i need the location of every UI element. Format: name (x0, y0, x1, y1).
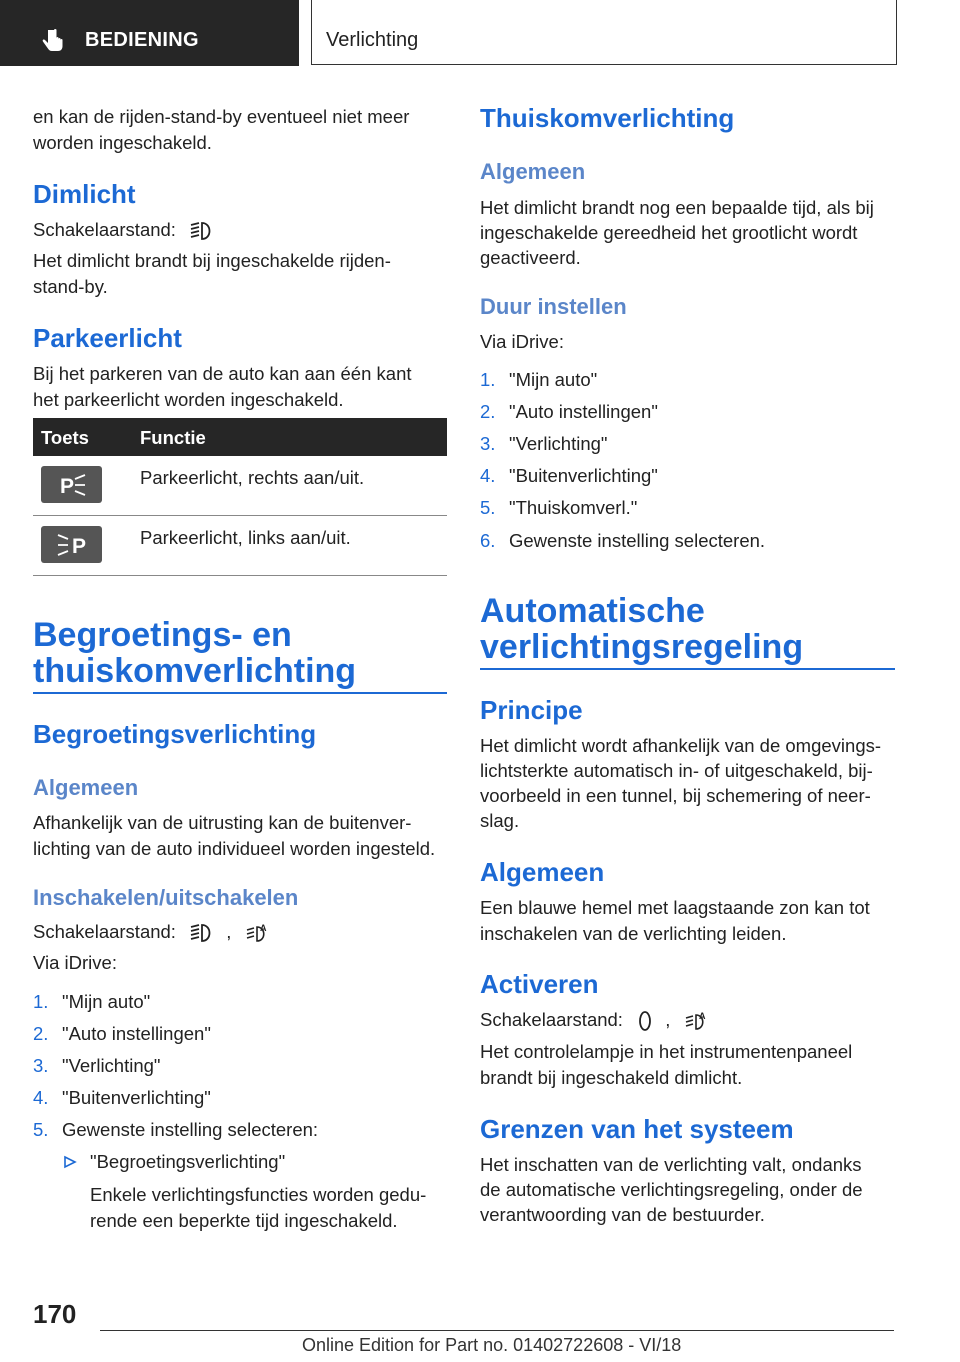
parkeerlicht-heading: Parkeerlicht (33, 323, 182, 353)
via-idrive: Via iDrive: (480, 331, 564, 352)
switch-label: Schakelaarstand: (480, 1009, 623, 1030)
list-item: 3. "Verlichting" (33, 1055, 161, 1076)
chapter-rule (33, 692, 447, 694)
grenzen-text-2: de automatische verlichtingsregeling, onder de (480, 1179, 863, 1200)
algemeen-heading: Algemeen (480, 159, 586, 184)
edition-note: Online Edition for Part no. 01402722608 - VI/18 (302, 1335, 682, 1355)
sub-text-1: Enkele verlichtingsfuncties worden gedu- (90, 1184, 427, 1205)
via-idrive: Via iDrive: (33, 952, 117, 973)
low-beam-icon (189, 922, 215, 944)
table-cell-function: Parkeerlicht, rechts aan/uit. (140, 467, 365, 488)
section-tab (0, 0, 299, 66)
table-header (33, 418, 447, 456)
grenzen-text-3: verantwoording van de bestuurder. (480, 1204, 765, 1225)
inschakelen-heading: Inschakelen/uitschakelen (33, 885, 299, 910)
principe-heading: Principe (480, 695, 583, 725)
list-item: 1. "Mijn auto" (33, 991, 151, 1012)
auto-headlight-icon (684, 1010, 710, 1032)
chapter-rule (480, 668, 895, 670)
list-item: 4. "Buitenverlichting" (33, 1087, 211, 1108)
principe-text-3: voorbeeld in een tunnel, bij schemering of neer- (480, 785, 871, 806)
dimlicht-switch-row (33, 217, 215, 243)
duur-heading: Duur instellen (480, 294, 627, 319)
list-item: 5. "Thuiskomverl." (480, 497, 638, 518)
parkeerlicht-text-2: het parkeerlicht worden ingeschakeld. (33, 389, 344, 410)
hand-pointer-icon (40, 28, 66, 54)
activeren-switch-row (480, 1007, 710, 1033)
inschakelen-switch-row (33, 919, 271, 945)
auto-headlight-icon (245, 922, 271, 944)
switch-label: Schakelaarstand: (33, 921, 176, 942)
chapter-heading-line-2: thuiskomverlichting (33, 652, 357, 690)
parking-light-left-icon (41, 526, 102, 563)
parkeerlicht-text-1: Bij het parkeren van de auto kan aan één kant (33, 363, 412, 384)
column-header-key: Toets (41, 427, 89, 448)
parking-light-right-button (41, 466, 102, 503)
chapter-heading-line-2: verlichtingsregeling (480, 628, 804, 666)
principe-text-4: slag. (480, 810, 520, 831)
column-header-function: Functie (140, 427, 206, 448)
dimlicht-heading: Dimlicht (33, 179, 136, 209)
activeren-heading: Activeren (480, 969, 599, 999)
chapter-heading-line-1: Begroetings- en (33, 616, 292, 654)
activeren-text-2: brandt bij ingeschakeld dimlicht. (480, 1067, 743, 1088)
svg-text:P: P (60, 475, 75, 498)
algemeen-text-1: Afhankelijk van de uitrusting kan de buitenver- (33, 812, 412, 833)
thuiskom-text-2: ingeschakelde gereedheid het grootlicht wordt (480, 222, 858, 243)
page-number: 170 (33, 1299, 77, 1329)
algemeen-text-2: lichting van de auto individueel worden ingesteld. (33, 838, 436, 859)
page-header (0, 0, 960, 66)
principe-text-2: lichtsterkte automatisch in- of uitgeschakeld, bij- (480, 760, 873, 781)
svg-text:A: A (698, 1011, 706, 1022)
sub-text-2: rende een beperkte tijd ingeschakeld. (90, 1210, 398, 1231)
dimlicht-text-2: stand-by. (33, 276, 108, 297)
algemeen-heading: Algemeen (480, 857, 605, 887)
list-item: 4. "Buitenverlichting" (480, 465, 658, 486)
list-item: 6. Gewenste instelling selecteren. (480, 530, 766, 551)
switch-separator: , (226, 921, 232, 942)
algemeen-text-1: Een blauwe hemel met laagstaande zon kan tot (480, 897, 870, 918)
switch-label: Schakelaarstand: (33, 219, 176, 240)
chapter-tab (311, 0, 897, 65)
list-item: 3. "Verlichting" (480, 433, 608, 454)
thuiskom-text-3: geactiveerd. (480, 247, 581, 268)
triangle-bullet-icon (63, 1155, 77, 1169)
svg-text:P: P (72, 535, 87, 558)
principe-text-1: Het dimlicht wordt afhankelijk van de omgevings- (480, 735, 882, 756)
intro-line-1: en kan de rijden-stand-by eventueel niet meer (33, 106, 410, 127)
list-item: 5. Gewenste instelling selecteren: (33, 1119, 319, 1140)
grenzen-heading: Grenzen van het systeem (480, 1114, 794, 1144)
table-divider (33, 515, 447, 516)
table-cell-function: Parkeerlicht, links aan/uit. (140, 527, 351, 548)
algemeen-heading: Algemeen (33, 775, 139, 800)
grenzen-text-1: Het inschatten van de verlichting valt, ondanks (480, 1154, 862, 1175)
svg-text:A: A (259, 923, 267, 934)
activeren-text-1: Het controlelampje in het instrumentenpaneel (480, 1041, 853, 1062)
footer-rule (100, 1330, 894, 1331)
list-item: 1. "Mijn auto" (480, 369, 598, 390)
section-label: BEDIENING (85, 29, 199, 51)
low-beam-icon (189, 220, 215, 242)
chapter-label: Verlichting (326, 29, 419, 51)
parking-light-right-icon (41, 466, 102, 503)
list-item: 2. "Auto instellingen" (480, 401, 658, 422)
begroeting-heading: Begroetingsverlichting (33, 719, 317, 749)
thuiskom-heading: Thuiskomverlichting (480, 103, 735, 133)
off-position-icon (638, 1010, 652, 1032)
parking-light-left-button (41, 526, 102, 563)
switch-separator: , (665, 1009, 671, 1030)
list-item: 2. "Auto instellingen" (33, 1023, 211, 1044)
sub-bullet: "Begroetingsverlichting" (90, 1151, 286, 1172)
intro-line-2: worden ingeschakeld. (33, 132, 212, 153)
dimlicht-text-1: Het dimlicht brandt bij ingeschakelde rijden- (33, 250, 391, 271)
table-divider (33, 575, 447, 576)
thuiskom-text-1: Het dimlicht brandt nog een bepaalde tijd, als bij (480, 197, 874, 218)
algemeen-text-2: inschakelen van de verlichting leiden. (480, 923, 787, 944)
chapter-heading-line-1: Automatische (480, 592, 705, 630)
